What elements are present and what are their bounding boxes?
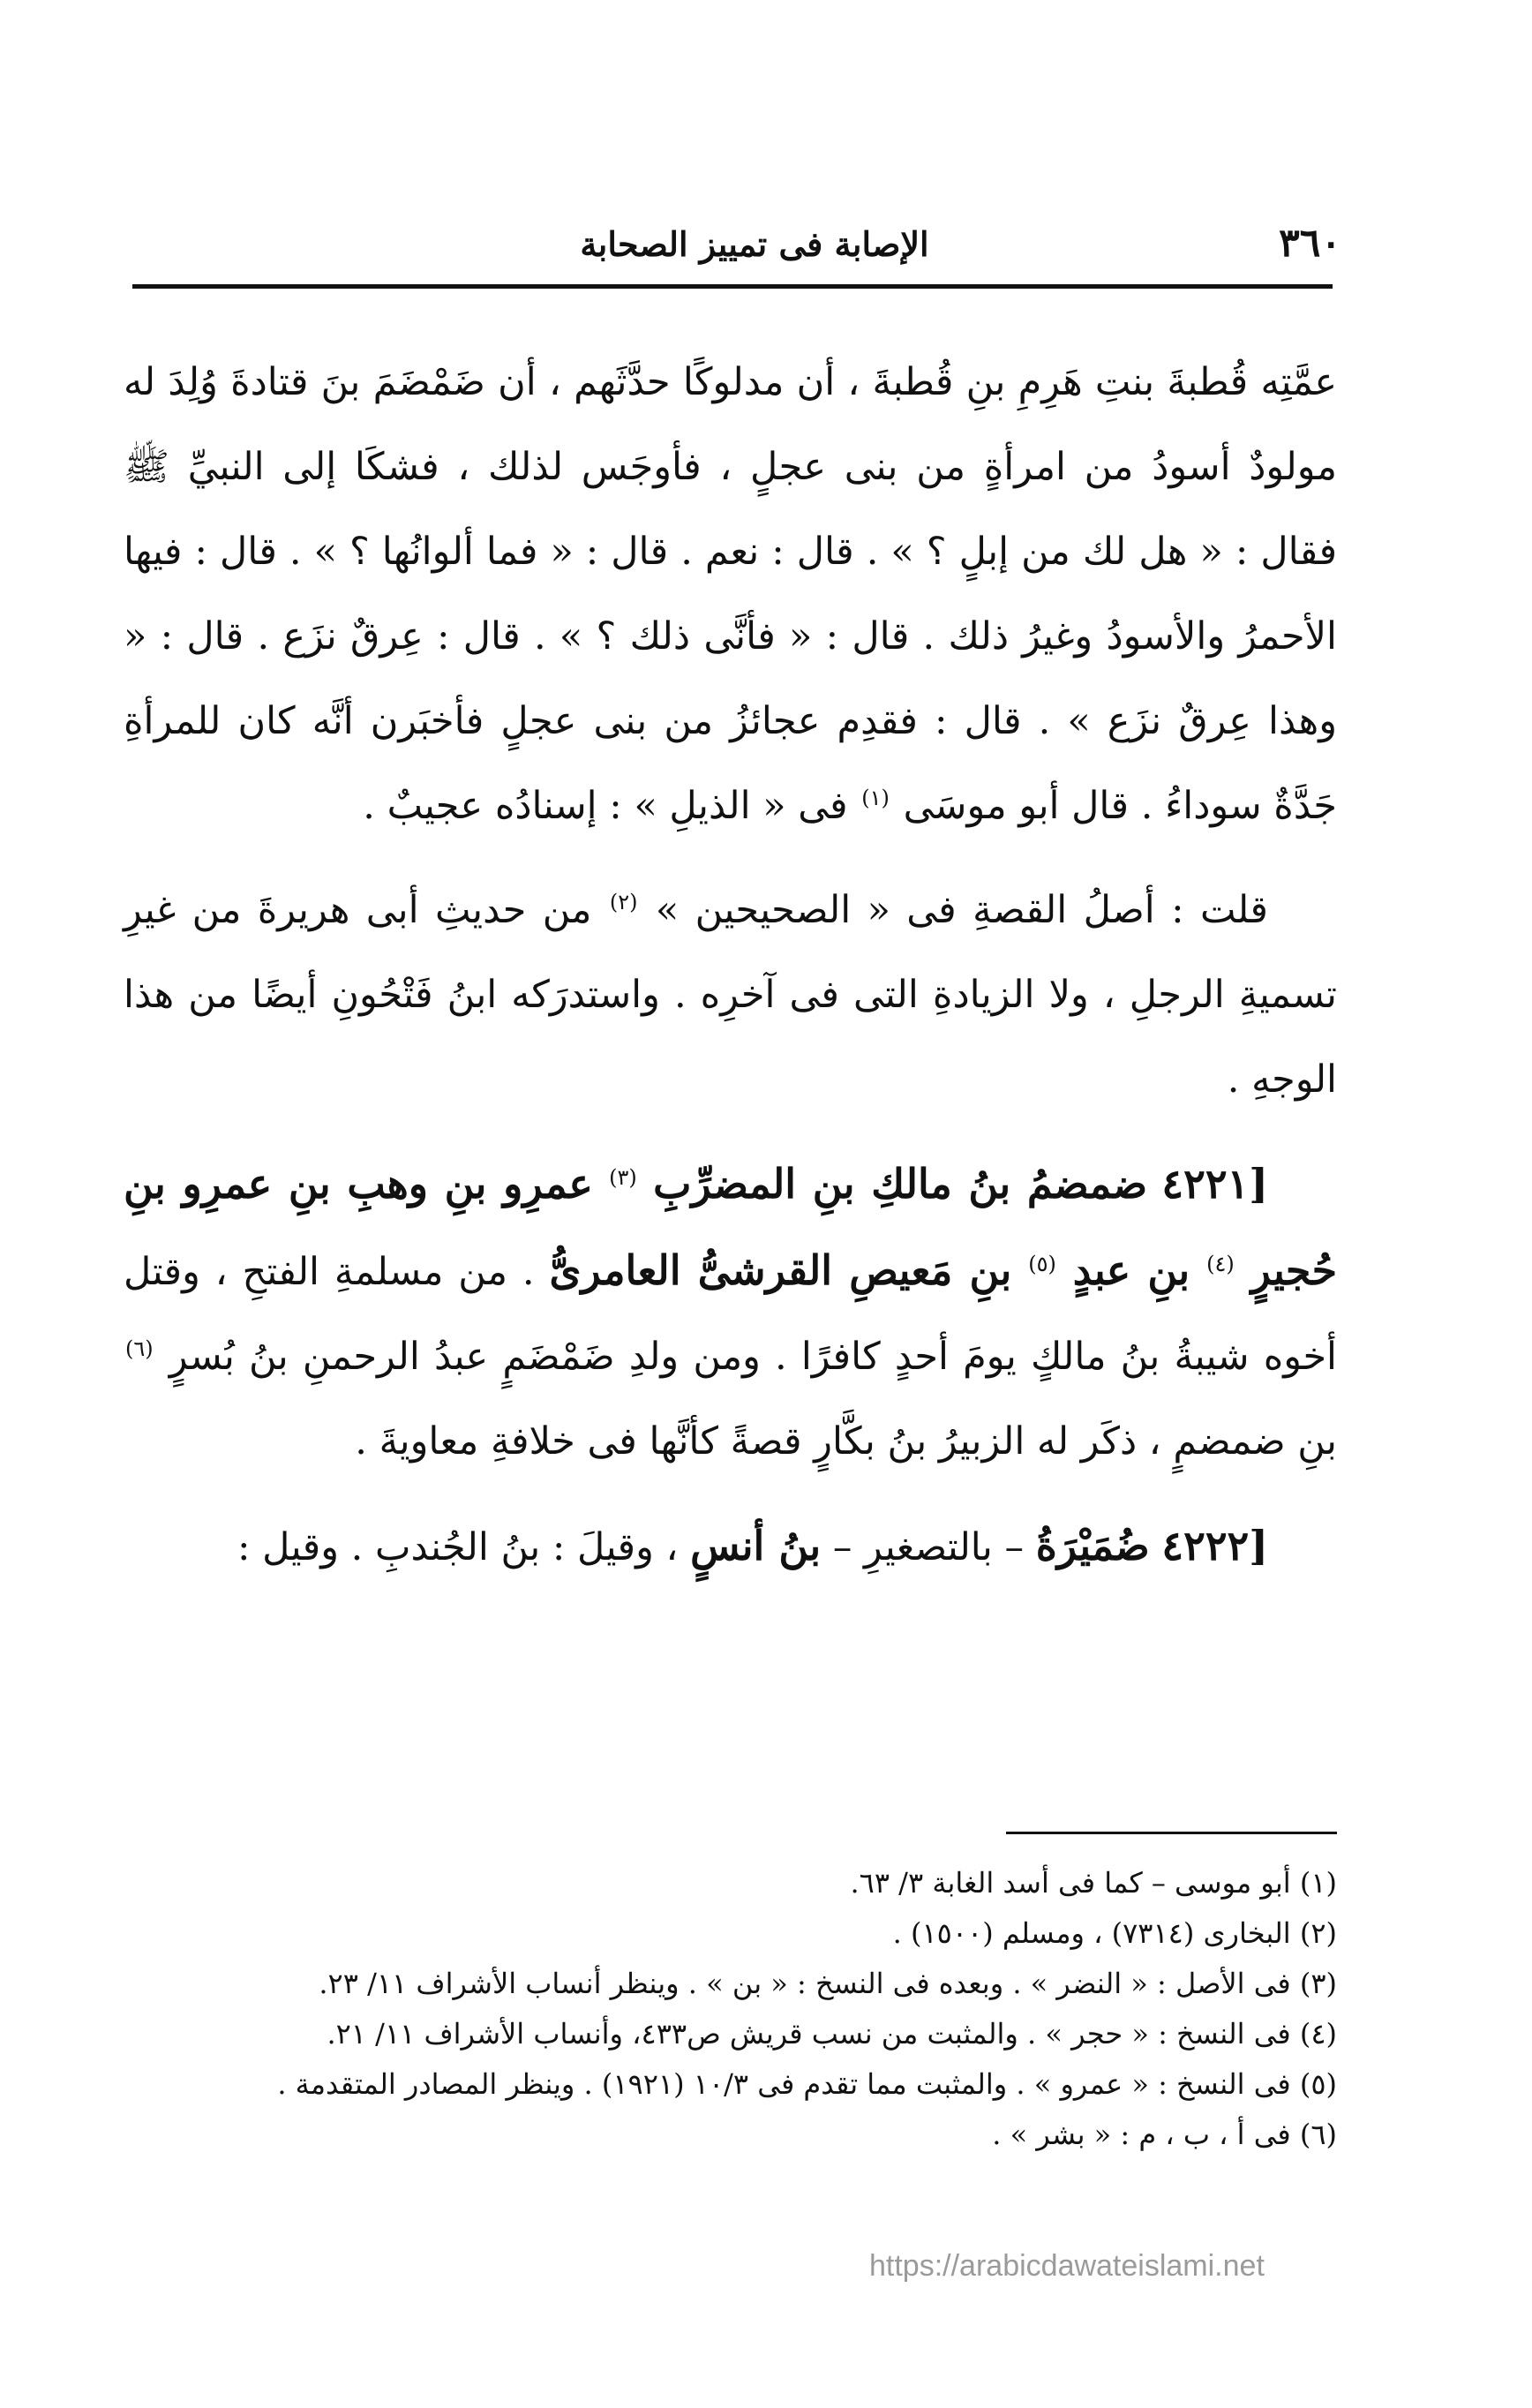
footnote-6: (٦) فى أ ، ب ، م : « بشر » . <box>992 2118 1337 2151</box>
entry-text: . من مسلمةِ الفتحِ ، وقتل أخوه شيبةُ بنُ مالكٍ يومَ أحدٍ كافرًا . ومن ولدِ ضَمْضَمٍ عبدُ الرحمنِ بنُ بُسرٍ <box>124 1250 1337 1379</box>
entry-text: بنِ ضمضمٍ ، ذكَر له الزبيرُ بنُ بكَّارٍ قصةً كأنَّها فى خلافةِ معاويةَ . <box>355 1419 1337 1464</box>
entry-text: – بالتصغيرِ – <box>832 1525 1025 1569</box>
entry-name: بنِ مَعيصِ القرشىُّ العامرىُّ <box>549 1246 1012 1294</box>
footnote-2: (٢) البخارى (٧٣١٤) ، ومسلم (١٥٠٠) . <box>892 1916 1337 1950</box>
paragraph-text: قلت : أصلُ القصةِ فى « الصحيحين » <box>655 888 1268 932</box>
header-title: الإصابة فى تمييز الصحابة <box>580 224 929 264</box>
footnotes <box>124 1858 1337 2160</box>
entry-name: بنِ عبدٍ <box>1072 1246 1190 1294</box>
footnote-ref-4: (٤) <box>1206 1251 1235 1276</box>
entry-name: ضمضمُ بنُ مالكِ بنِ المضرِّبِ <box>653 1160 1148 1208</box>
footnote-ref-6: (٦) <box>125 1336 154 1361</box>
entry-4221 <box>124 1141 1337 1484</box>
footnote-3: (٣) فى الأصل : « النضر » . وبعده فى النسخ : « بن » . وينظر أنساب الأشراف ١١/ ٢٣. <box>319 1967 1337 2000</box>
watermark-url: https://arabicdawateislami.net <box>869 2249 1265 2283</box>
running-header <box>168 221 1341 274</box>
footnote-5: (٥) فى النسخ : « عمرو » . والمثبت مما تقدم فى ١٠/٣ (١٩٢١) . وينظر المصادر المتقدمة . <box>277 2067 1337 2101</box>
entry-text: ، وقيلَ : بنُ الجُندبِ . وقيل : <box>237 1525 679 1569</box>
footnote-1: (١) أبو موسى – كما فى أسد الغابة ٣/ ٦٣. <box>850 1866 1337 1900</box>
paragraph-text: من حديثِ أبى هريرةَ من غيرِ تسميةِ الرجلِ ، ولا الزيادةِ التى فى آخرِه . واستدرَكه ابنُ فَتْحُونِ أيضًا من هذا الوجهِ . <box>124 888 1337 1102</box>
footnote-ref-1: (١) <box>861 785 890 810</box>
paragraph-text: عمَّتِه قُطبةَ بنتِ هَرِمِ بنِ قُطبةَ ، أن مدلوكًا حدَّثَهم ، أن ضَمْضَمَ بنَ قتادةَ وُلِدَ له مولودٌ أسودُ من امرأةٍ من بنى عجلٍ ، فأوجَس لذلك ، فشكَا إلى النبيِّ ﷺ فقال : « هل لك من إبلٍ ؟ » . قال : نعم . قال : « فما ألوانُها ؟ » . قال : فيها الأحمرُ والأسودُ وغيرُ ذلك . قال : « فأنَّى ذلك ؟ » . قال : عِرقٌ نزَع . قال : « وهذا عِرقٌ نزَع » . قال : فقدِم عجائزُ من بنى عجلٍ فأخبَرن أنَّه كان للمرأةِ جَدَّةٌ سوداءُ . قال أبو موسَى <box>124 360 1337 828</box>
footnote-rule <box>1006 1832 1337 1834</box>
footnote-4: (٤) فى النسخ : « حجر » . والمثبت من نسب قريش ص٤٣٣، وأنساب الأشراف ١١/ ٢١. <box>327 2017 1337 2051</box>
paragraph-text: فى « الذيلِ » : إسنادُه عجيبٌ . <box>363 784 848 828</box>
entry-name: بنُ أنسٍ <box>690 1522 822 1569</box>
footnote-ref-2: (٢) <box>609 889 638 914</box>
entry-name: ضُمَيْرَةُ <box>1035 1522 1150 1569</box>
entry-4222 <box>124 1503 1337 1590</box>
paragraph-comment <box>124 868 1337 1122</box>
body-text <box>124 340 1337 1590</box>
footnote-ref-5: (٥) <box>1028 1251 1056 1276</box>
entry-name: عمرِو بنِ وهبِ بنِ عمرِو بنِ حُجيرٍ <box>124 1160 1338 1294</box>
footnote-ref-3: (٣) <box>609 1164 637 1190</box>
page-number: ٣٦٠ <box>1279 221 1341 266</box>
entry-number: [٤٢٢٢ <box>1161 1522 1268 1569</box>
entry-number: [٤٢٢١ <box>1161 1160 1268 1208</box>
paragraph-hadith <box>124 340 1337 848</box>
header-rule <box>132 284 1333 289</box>
